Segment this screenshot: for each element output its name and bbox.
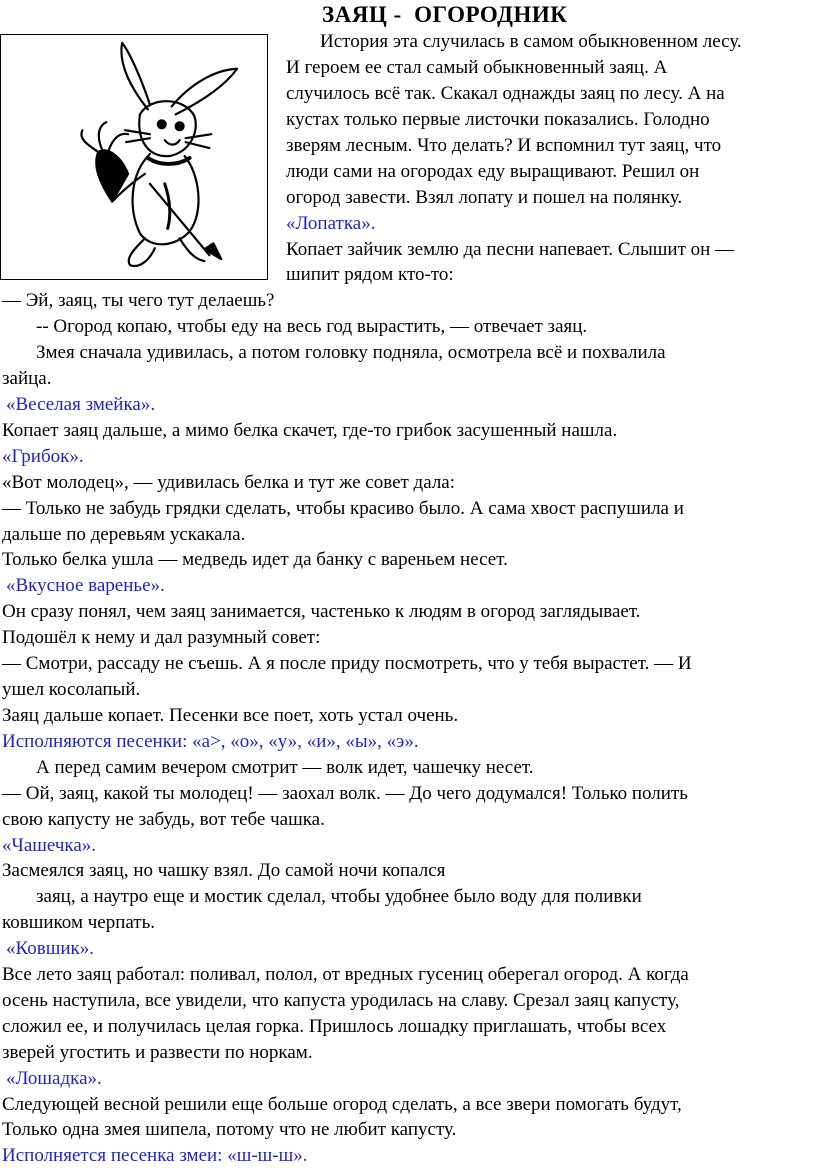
song-cue-line: «Вкусное варенье». — [6, 575, 165, 596]
text-line: огород завести. Взял лопату и пошел на полянку. — [286, 187, 683, 208]
text-line: — Эй, заяц, ты чего тут делаешь? — [2, 290, 275, 311]
text-line: «Вот молодец», — удивилась белка и тут же совет дала: — [2, 472, 456, 493]
text-line: — Только не забудь грядки сделать, чтобы красиво было. А сама хвост распушила и — [2, 498, 684, 519]
text-line: случилось всё так. Скакал однажды заяц по лесу. А на — [286, 83, 725, 104]
text-line: -- Огород копаю, чтобы еду на весь год вырастить, — отвечает заяц. — [36, 316, 588, 337]
text-line: Копает заяц дальше, а мимо белка скачет, где-то грибок засушенный нашла. — [2, 420, 618, 441]
song-cue-line: «Веселая змейка». — [6, 394, 156, 415]
text-line: Все лето заяц работал: поливал, полол, от вредных гусениц оберегал огород. А когда — [2, 964, 689, 985]
text-line: История эта случилась в самом обыкновенном лесу. — [320, 31, 742, 52]
text-line: Только белка ушла — медведь идет да банку с вареньем несет. — [2, 549, 508, 570]
text-line: ковшиком черпать. — [2, 912, 156, 933]
text-line: Он сразу понял, чем заяц занимается, частенько к людям в огород заглядывает. — [2, 601, 641, 622]
text-line: зверям лесным. Что делать? И вспомнил тут заяц, что — [286, 135, 722, 156]
text-line: Следующей весной решили еще больше огород сделать, а все звери помогать будут, — [2, 1094, 682, 1115]
song-cue-line: Исполняется песенка змеи: «ш-ш-ш». — [2, 1145, 308, 1166]
text-line: ушел косолапый. — [2, 679, 141, 700]
song-cue-line: «Лошадка». — [6, 1068, 102, 1089]
text-line: — Смотри, рассаду не съешь. А я после приду посмотреть, что у тебя вырастет. — И — [2, 653, 692, 674]
text-line: заяц, а наутро еще и мостик сделал, чтобы удобнее было воду для поливки — [36, 886, 642, 907]
song-cue-line: «Лопатка». — [286, 213, 376, 234]
text-line: сложил ее, и получилась целая горка. Пришлось лошадку приглашать, чтобы всех — [2, 1016, 667, 1037]
text-line: шипит рядом кто-то: — [286, 264, 454, 285]
text-line: Заяц дальше копает. Песенки все поет, хоть устал очень. — [2, 705, 459, 726]
text-line: зайца. — [2, 368, 52, 389]
text-line: Засмеялся заяц, но чашку взял. До самой ночи копался — [2, 860, 446, 881]
hare-drawing-icon — [1, 35, 267, 279]
text-line: осень наступила, все увидели, что капуста уродилась на славу. Срезал заяц капусту, — [2, 990, 680, 1011]
song-cue-line: «Чашечка». — [2, 835, 97, 856]
text-line: дальше по деревьям ускакала. — [2, 524, 246, 545]
text-line: А перед самим вечером смотрит — волк идет, чашечку несет. — [36, 757, 534, 778]
text-line: Змея сначала удивилась, а потом головку подняла, осмотрела всё и похвалила — [36, 342, 666, 363]
text-line: Подошёл к нему и дал разумный совет: — [2, 627, 321, 648]
text-line: Копает зайчик землю да песни напевает. Слышит он — — [286, 239, 735, 260]
text-line: И героем ее стал самый обыкновенный заяц. А — [286, 57, 668, 78]
hare-illustration — [0, 34, 268, 280]
text-line: свою капусту не забудь, вот тебе чашка. — [2, 809, 325, 830]
song-cue-line: «Грибок». — [2, 446, 84, 467]
text-line: зверей угостить и развести по норкам. — [2, 1042, 313, 1063]
song-cue-line: Исполняются песенки: «а>, «о», «у», «и», «ы», «э». — [2, 731, 419, 752]
page-title: ЗАЯЦ - ОГОРОДНИК — [322, 2, 568, 27]
text-line: кустах только первые листочки показались. Голодно — [286, 109, 710, 130]
text-line: люди сами на огородах еду выращивают. Решил он — [286, 161, 700, 182]
text-line: — Ой, заяц, какой ты молодец! — заохал волк. — До чего додумался! Только полить — [2, 783, 688, 804]
song-cue-line: «Ковшик». — [6, 938, 94, 959]
text-line: Только одна змея шипела, потому что не любит капусту. — [2, 1119, 457, 1140]
